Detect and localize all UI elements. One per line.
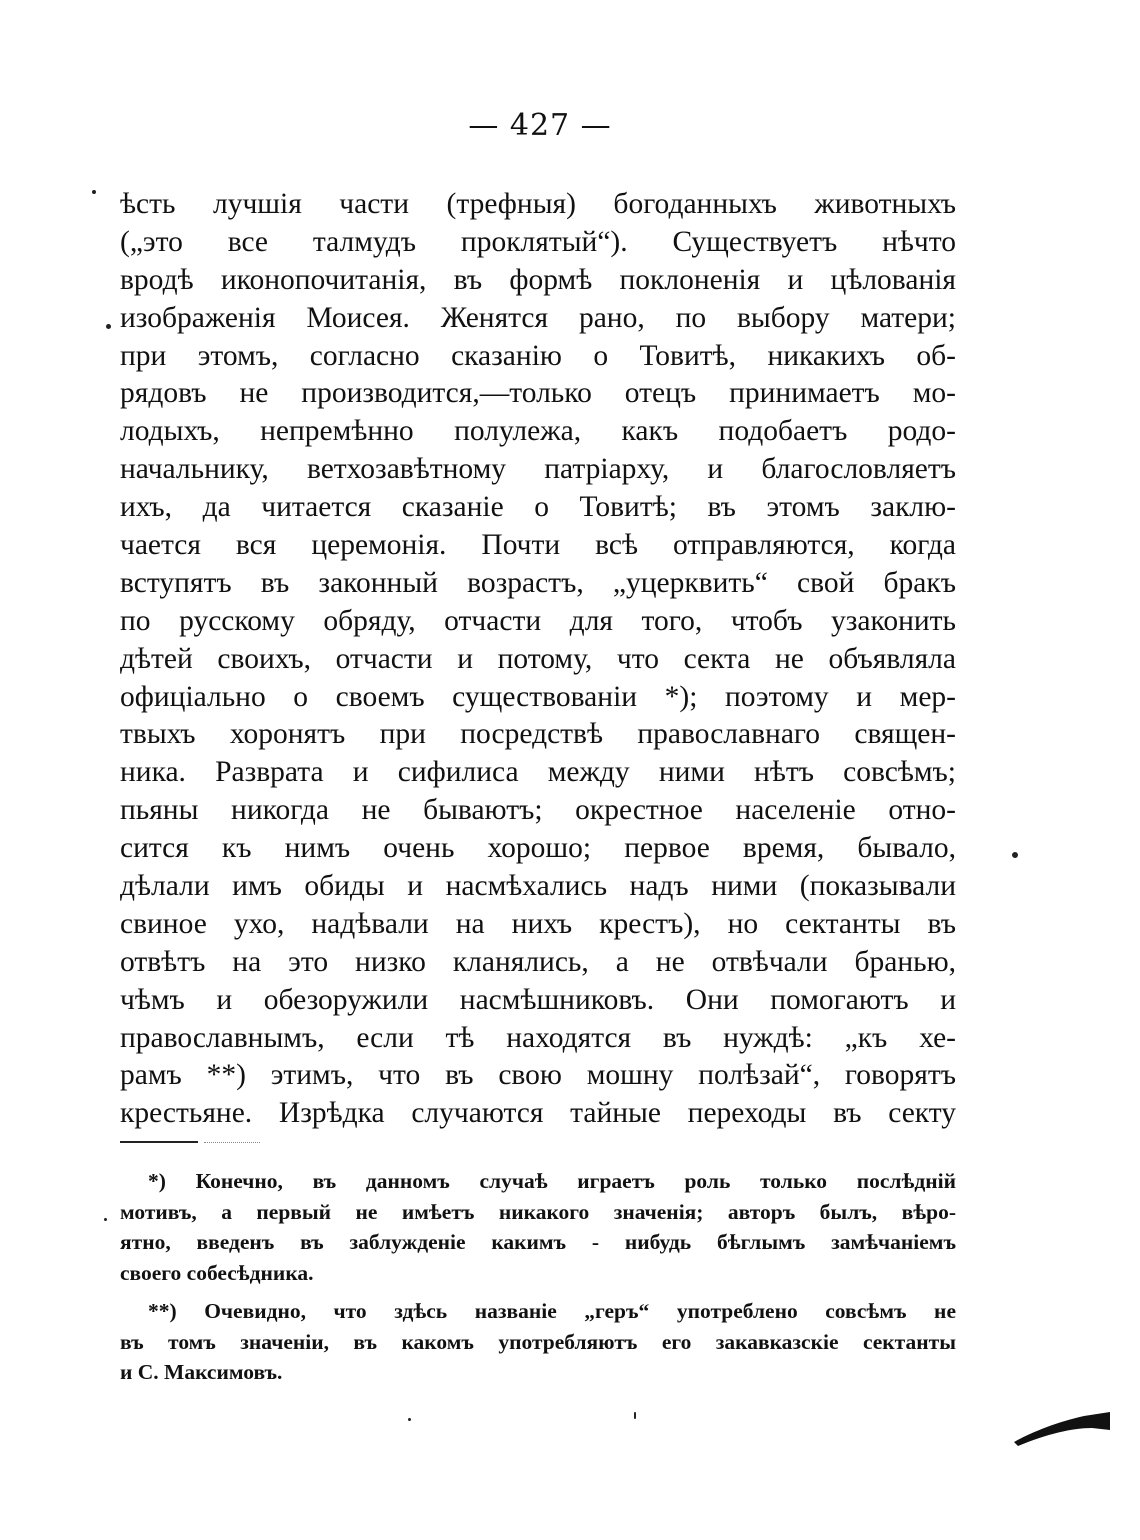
text-line: по русскому обряду, отчасти для того, чтобъ узаконить [120, 604, 956, 637]
scan-speck [106, 324, 111, 329]
footnote-line: *) Конечно, въ данномъ случаѣ играетъ роль только послѣдній [148, 1169, 956, 1193]
footnote-separator-tail [204, 1142, 260, 1143]
text-line: лодыхъ, непремѣнно полулежа, какъ подобаетъ родо- [120, 415, 956, 448]
text-line: изображенія Моисея. Женятся рано, по выбору матери; [120, 301, 956, 334]
text-line: отвѣтъ на это низко кланялись, а не отвѣчали бранью, [120, 945, 956, 978]
footnote-line: ятно, введенъ въ заблужденіе какимъ - нибудь бѣглымъ замѣчаніемъ [120, 1230, 956, 1254]
text-line: сится къ нимъ очень хорошо; первое время, бывало, [120, 832, 956, 865]
body-text [120, 186, 956, 1133]
text-line: офиціально о своемъ существованіи *); поэтому и мер- [120, 680, 956, 713]
text-line: православнымъ, если тѣ находятся въ нуждѣ: „къ хе- [120, 1021, 956, 1054]
text-line: дѣлали имъ обиды и насмѣхались надъ ними (показывали [120, 870, 956, 903]
text-line: ника. Разврата и сифилиса между ними нѣтъ совсѣмъ; [120, 756, 956, 789]
text-line: начальнику, ветхозавѣтному патріарху, и благословляетъ [120, 453, 956, 486]
footnote-line: мотивъ, а первый не имѣетъ никакого значенія; авторъ былъ, вѣро- [120, 1199, 956, 1224]
text-line: при этомъ, согласно сказанію о Товитѣ, никакихъ об- [120, 339, 956, 372]
footnotes [120, 1166, 956, 1388]
footnote-separator [120, 1141, 198, 1143]
text-line: дѣтей своихъ, отчасти и потому, что секта не объявляла [120, 642, 956, 675]
page-number: — 427 — [468, 108, 612, 143]
scan-speck [634, 1412, 636, 1419]
scan-speck [408, 1418, 411, 1421]
text-line: вродѣ иконопочитанія, въ формѣ поклоненія и цѣлованія [120, 263, 956, 296]
text-line: рамъ **) этимъ, что въ свою мошну полѣзай“, говорятъ [120, 1059, 956, 1092]
text-line: ѣсть лучшія части (трефныя) богоданныхъ животныхъ [120, 188, 956, 220]
text-line: рядовъ не производится,—только отецъ принимаетъ мо- [120, 377, 956, 410]
footnote-gap [120, 1288, 956, 1296]
scan-speck [1012, 852, 1018, 858]
footnote-line: своего собесѣдника. [120, 1260, 314, 1285]
text-line: вступятъ въ законный возрастъ, „уцерквить“ свой бракъ [120, 566, 956, 599]
scan-speck [92, 190, 96, 194]
footnote-line: и С. Максимовъ. [120, 1360, 283, 1384]
text-line: свиное ухо, надѣвали на нихъ крестъ), но сектанты въ [120, 907, 956, 940]
text-line: крестьяне. Изрѣдка случаются тайные переходы въ секту [120, 1097, 956, 1130]
scan-smudge-mark [1012, 1408, 1112, 1448]
footnote-line: въ томъ значеніи, въ какомъ употребляютъ его закавказскіе сектанты [120, 1329, 956, 1354]
text-line: чѣмъ и обезоружили насмѣшниковъ. Они помогаютъ и [120, 983, 956, 1016]
text-line: пьяны никогда не бываютъ; окрестное населеніе отно- [120, 794, 956, 827]
footnote-line: **) Очевидно, что здѣсь названіе „геръ“ употреблено совсѣмъ не [148, 1299, 956, 1323]
text-line: ихъ, да читается сказаніе о Товитѣ; въ этомъ заклю- [120, 491, 956, 524]
text-line: („это все талмудъ проклятый“). Существуетъ нѣчто [120, 225, 956, 258]
text-line: чается вся церемонія. Почти всѣ отправляются, когда [120, 529, 956, 562]
text-line: твыхъ хоронятъ при посредствѣ православнаго священ- [120, 718, 956, 751]
scan-speck [104, 1218, 107, 1221]
